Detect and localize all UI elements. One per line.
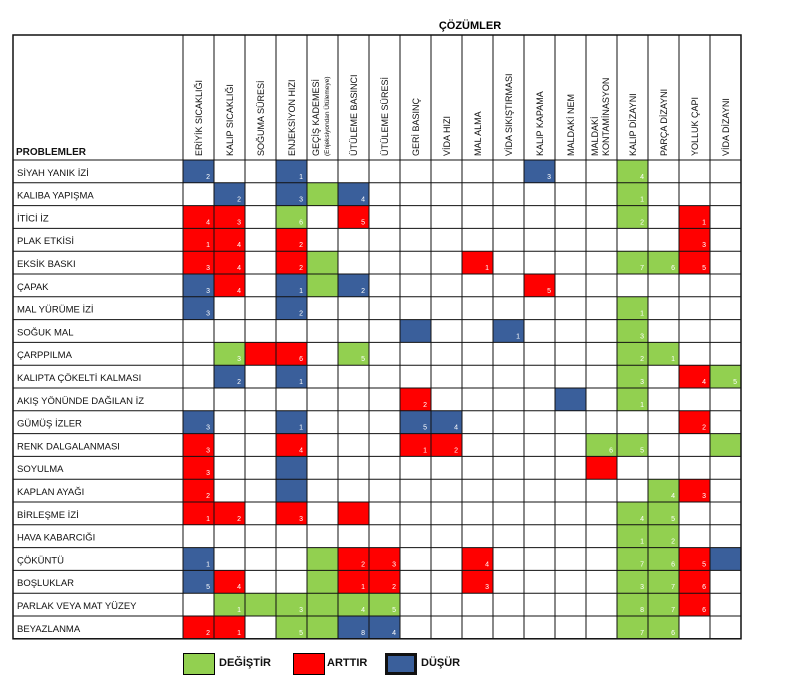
cell-priority: 6 — [671, 561, 675, 569]
legend-label-decrease: DÜŞÜR — [421, 657, 461, 669]
column-label: ÜTÜLEME SÜRESİ — [380, 76, 390, 156]
cell-decrease — [276, 456, 307, 479]
cell-priority: 7 — [640, 629, 644, 637]
problem-label: SİYAH YANIK İZİ — [17, 167, 89, 179]
cell-priority: 4 — [702, 379, 706, 386]
cell-priority: 4 — [361, 196, 365, 204]
column-sublabel: (Enjeksiyondan Ütülemeye) — [324, 76, 331, 156]
problem-label: HAVA KABARCIĞI — [17, 532, 96, 544]
column-label: YOLLUK ÇAPI — [690, 96, 700, 156]
problem-label: BOŞLUKLAR — [17, 578, 75, 590]
cell-priority: 1 — [237, 629, 241, 637]
cell-priority: 1 — [640, 538, 644, 546]
problem-label: GÜMÜŞ İZLER — [17, 418, 82, 430]
cell-priority: 5 — [547, 287, 551, 295]
column-label: MALDAKİ NEM — [566, 93, 576, 156]
column-label: GERİ BASINÇ — [411, 97, 421, 156]
problem-label: RENK DALGALANMASI — [17, 441, 120, 453]
legend-swatch-decrease — [385, 653, 417, 675]
cell-priority: 3 — [702, 493, 706, 500]
cell-priority: 7 — [671, 607, 675, 614]
cell-priority: 1 — [206, 561, 210, 569]
cell-priority: 5 — [361, 356, 365, 364]
cell-priority: 5 — [733, 379, 737, 386]
column-label: KALIP SICAKLIĞI — [225, 84, 235, 156]
cell-priority: 2 — [671, 538, 675, 546]
cell-increase — [586, 456, 617, 479]
column-label: MALDAKİ — [590, 116, 600, 156]
cell-priority: 4 — [206, 219, 210, 227]
problem-label: EKSİK BASKI — [17, 259, 76, 270]
cell-priority: 1 — [640, 196, 644, 204]
cell-priority: 2 — [392, 584, 396, 592]
cell-priority: 1 — [361, 584, 365, 592]
cell-priority: 2 — [640, 356, 644, 364]
cell-priority: 3 — [237, 356, 241, 364]
cell-priority: 2 — [206, 629, 210, 637]
problem-label: SOĞUK MAL — [17, 327, 74, 339]
column-label: GEÇİŞ KADEMESİ — [311, 78, 321, 156]
cell-priority: 6 — [702, 607, 706, 614]
column-label: ÜTÜLEME BASINCI — [349, 74, 359, 156]
cell-priority: 1 — [671, 356, 675, 364]
cell-increase — [245, 342, 276, 365]
cell-priority: 3 — [547, 173, 551, 181]
cell-priority: 3 — [640, 333, 644, 341]
problem-label: BEYAZLANMA — [17, 623, 81, 635]
cell-priority: 4 — [361, 607, 365, 614]
cell-priority: 4 — [640, 515, 644, 523]
cell-priority: 1 — [206, 515, 210, 523]
cell-priority: 2 — [206, 173, 210, 181]
cell-priority: 1 — [485, 265, 489, 272]
cell-priority: 5 — [702, 561, 706, 569]
problem-label: ÇARPPILMA — [17, 350, 72, 362]
cell-priority: 3 — [206, 265, 210, 272]
cell-increase — [338, 502, 369, 525]
cell-priority: 2 — [361, 287, 365, 295]
cell-priority: 1 — [206, 242, 210, 250]
column-label: ERİYİK SICAKLIĞI — [194, 79, 204, 156]
cell-priority: 8 — [361, 629, 365, 637]
cell-priority: 4 — [485, 561, 489, 569]
cell-priority: 6 — [671, 265, 675, 272]
cell-priority: 3 — [206, 447, 210, 455]
cell-priority: 4 — [671, 493, 675, 500]
column-label: VİDA DİZAYNI — [721, 98, 731, 156]
column-label: PARÇA DİZAYNI — [659, 88, 669, 156]
cell-priority: 3 — [237, 219, 241, 227]
cell-priority: 2 — [206, 493, 210, 500]
cell-priority: 3 — [206, 470, 210, 478]
legend — [0, 651, 789, 687]
cell-priority: 6 — [671, 629, 675, 637]
cell-priority: 2 — [299, 242, 303, 250]
cell-priority: 5 — [361, 219, 365, 227]
cell-priority: 4 — [237, 584, 241, 592]
cell-priority: 4 — [299, 447, 303, 455]
cell-priority: 3 — [640, 379, 644, 386]
cell-priority: 4 — [392, 629, 396, 637]
cell-change — [307, 593, 338, 616]
column-label: ENJEKSİYON HIZI — [287, 79, 297, 156]
cell-change — [307, 616, 338, 639]
cell-priority: 2 — [423, 401, 427, 409]
row-header-label: PROBLEMLER — [16, 147, 86, 158]
cell-priority: 1 — [516, 333, 520, 341]
column-label: VİDA HIZI — [442, 115, 452, 156]
column-label: KONTAMİNASYON — [601, 77, 611, 156]
cell-priority: 7 — [671, 584, 675, 592]
cell-priority: 7 — [640, 561, 644, 569]
cell-priority: 1 — [299, 424, 303, 432]
problem-label: MAL YÜRÜME İZİ — [17, 304, 94, 316]
cell-priority: 5 — [702, 265, 706, 272]
cell-priority: 3 — [299, 607, 303, 614]
problem-label: ÇÖKÜNTÜ — [17, 555, 64, 567]
cell-priority: 3 — [702, 242, 706, 250]
cell-priority: 1 — [702, 219, 706, 227]
cell-priority: 3 — [206, 287, 210, 295]
cell-decrease — [555, 388, 586, 411]
cell-priority: 4 — [454, 424, 458, 432]
cell-priority: 4 — [237, 287, 241, 295]
cell-priority: 5 — [423, 424, 427, 432]
cell-change — [245, 593, 276, 616]
problem-label: BİRLEŞME İZİ — [17, 509, 79, 521]
cell-priority: 1 — [299, 287, 303, 295]
cell-priority: 6 — [299, 356, 303, 364]
problem-label: PLAK ETKİSİ — [17, 236, 75, 248]
legend-label-change: DEĞİŞTİR — [219, 657, 271, 669]
problem-label: İTİCİ İZ — [17, 213, 49, 225]
cell-priority: 8 — [640, 607, 644, 614]
cell-change — [307, 251, 338, 274]
cell-decrease — [710, 548, 741, 571]
cell-priority: 6 — [609, 447, 613, 455]
cell-priority: 5 — [640, 447, 644, 455]
cell-change — [710, 434, 741, 457]
cell-priority: 5 — [671, 515, 675, 523]
cell-priority: 4 — [237, 265, 241, 272]
cell-priority: 4 — [640, 173, 644, 181]
cell-priority: 3 — [640, 584, 644, 592]
cell-priority: 2 — [299, 310, 303, 318]
problem-label: SOYULMA — [17, 464, 64, 476]
legend-swatch-increase — [293, 653, 325, 675]
column-label: KALIP KAPAMA — [535, 91, 545, 156]
column-label: MAL ALMA — [473, 111, 483, 156]
cell-priority: 3 — [299, 515, 303, 523]
cell-decrease — [276, 479, 307, 502]
cell-priority: 6 — [702, 584, 706, 592]
problem-label: AKIŞ YÖNÜNDE DAĞILAN İZ — [17, 395, 145, 407]
cell-priority: 2 — [299, 265, 303, 272]
cell-priority: 2 — [237, 515, 241, 523]
cell-priority: 7 — [640, 265, 644, 272]
chart-title: ÇÖZÜMLER — [438, 20, 502, 32]
cell-priority: 6 — [299, 219, 303, 227]
cell-priority: 3 — [206, 424, 210, 432]
cell-priority: 5 — [299, 629, 303, 637]
cell-priority: 1 — [299, 173, 303, 181]
cell-priority: 4 — [237, 242, 241, 250]
cell-priority: 2 — [237, 379, 241, 386]
cell-priority: 3 — [485, 584, 489, 592]
problem-label: KAPLAN AYAĞI — [17, 487, 85, 498]
cell-priority: 2 — [237, 196, 241, 204]
problem-label: PARLAK VEYA MAT YÜZEY — [17, 601, 137, 612]
cell-priority: 3 — [392, 561, 396, 569]
cell-priority: 1 — [237, 607, 241, 614]
cell-decrease — [400, 320, 431, 343]
cell-priority: 2 — [454, 447, 458, 455]
cell-change — [307, 570, 338, 593]
problem-label: KALIPTA ÇÖKELTİ KALMASI — [17, 373, 142, 384]
cell-change — [307, 274, 338, 297]
cell-priority: 5 — [392, 607, 396, 614]
cell-priority: 5 — [206, 584, 210, 592]
problem-label: KALIBA YAPIŞMA — [17, 190, 94, 202]
cell-priority: 3 — [299, 196, 303, 204]
cell-change — [307, 183, 338, 206]
legend-label-increase: ARTTIR — [327, 657, 368, 669]
legend-swatch-change — [183, 653, 215, 675]
cell-priority: 3 — [206, 310, 210, 318]
column-label: VİDA SIKIŞTIRMASI — [504, 73, 514, 156]
grid — [13, 35, 741, 639]
cell-priority: 1 — [423, 447, 427, 455]
cell-priority: 1 — [299, 379, 303, 386]
cell-priority: 1 — [640, 310, 644, 318]
column-label: KALIP DİZAYNI — [628, 93, 638, 156]
problem-label: ÇAPAK — [17, 281, 49, 293]
cell-priority: 2 — [640, 219, 644, 227]
column-label: SOĞUMA SÜRESİ — [256, 80, 266, 156]
cell-priority: 2 — [702, 424, 706, 432]
cell-priority: 2 — [361, 561, 365, 569]
cell-priority: 1 — [640, 401, 644, 409]
cell-change — [307, 548, 338, 571]
